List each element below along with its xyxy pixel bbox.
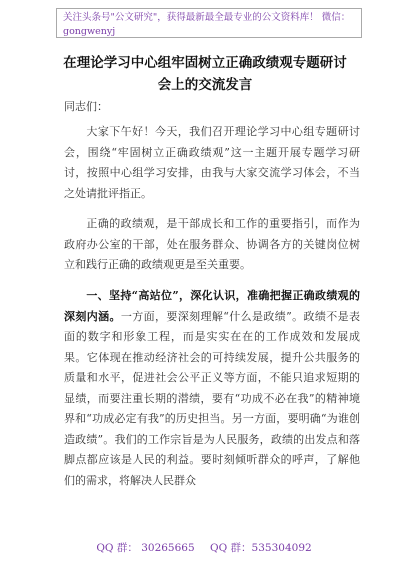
footer-qq-2: QQ 群：535304092: [210, 542, 312, 554]
paragraph-greeting: [64, 122, 360, 204]
paragraph-text: 正确的政绩观，是干部成长和工作的重要指引，而作为政府办公室的干部，处在服务群众、协调各方的关键岗位树立和践行正确的政绩观更是至关重要。: [64, 217, 360, 271]
header-banner: [56, 8, 362, 38]
salutation: 同志们：: [64, 100, 108, 113]
section-1-paragraph: [64, 286, 360, 491]
footer: [0, 540, 408, 555]
section-body: 一方面，要深刻理解“什么是政绩”。政绩不是表面的数字和形象工程，而是实实在在的工作成效和发展成果。它体现在推动经济社会的可持续发展，提升公共服务的质量和水平，促进社会公平正义等方面，不能只追求短期的显绩，而要注重长期的潜绩，要有“功成不必在我”的精神境界和“功成必定有我”的历史担当。另一方面，要明确“为谁创造政绩”。我们的工作宗旨是为人民服务，政绩的出发点和落脚点都应该是人民的利益。要时刻倾听群众的呼声，了解他们的需求，将解决人民群众: [64, 309, 360, 487]
banner-text: 关注头条号"公文研究"，获得最新最全最专业的公文资料库！ 微信：gongwenyj: [63, 12, 351, 37]
paragraph-intro: [64, 214, 360, 276]
document-title: 在理论学习中心组牢固树立正确政绩观专题研讨会上的交流发言: [63, 55, 347, 93]
paragraph-text: 大家下午好！今天，我们召开理论学习中心组专题研讨会，围绕“牢固树立正确政绩观”这一主题开展专题学习研讨，按照中心组学习安排，由我与大家交流学习体会，不当之处请批评指正。: [64, 125, 360, 200]
footer-qq-1: QQ 群： 30265665: [96, 542, 195, 554]
section-heading: 一、坚持“高站位”，深化认识，准确把握正确政绩观的深刻内涵。: [64, 289, 360, 323]
